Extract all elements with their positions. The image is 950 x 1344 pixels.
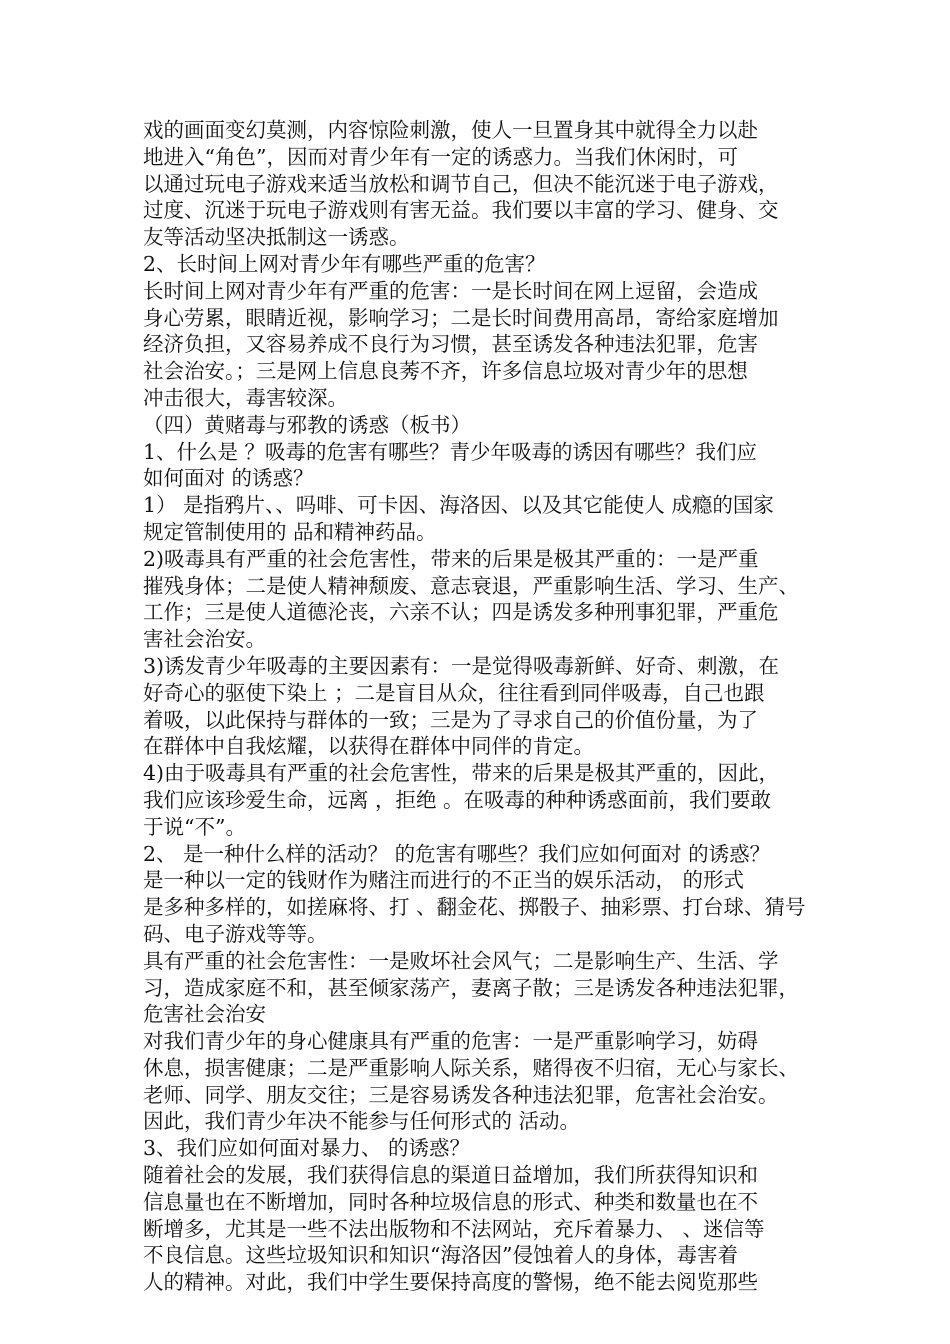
text-line: 着吸，以此保持与群体的一致；三是为了寻求自己的价值份量，为了 bbox=[143, 707, 758, 732]
text-line: 如何面对 的诱惑？ bbox=[143, 466, 314, 491]
text-line: 对我们青少年的身心健康具有严重的危害：一是严重影响学习，妨碍 bbox=[143, 1029, 758, 1054]
text-line: 戏的画面变幻莫测，内容惊险刺激，使人一旦置身其中就得全力以赴 bbox=[143, 118, 758, 142]
text-line: 人的精神。对此，我们中学生要保持高度的警惕，绝不能去阅览那些 bbox=[143, 1270, 758, 1295]
text-line: 摧残身体；二是使人精神颓废、意志衰退，严重影响生活、学习、生产、 bbox=[143, 573, 799, 598]
text-line: 害社会治安。 bbox=[143, 627, 266, 652]
text-line: 因此，我们青少年决不能参与任何形式的 活动。 bbox=[143, 1109, 581, 1134]
question-heading: 2、 是一种什么样的活动？ 的危害有哪些？我们应如何面对 的诱惑？ bbox=[143, 841, 771, 866]
text-line: 友等活动坚决抵制这一诱惑。 bbox=[143, 225, 410, 250]
text-line: 好奇心的驱使下染上 ；二是盲目从众，往往看到同伴吸毒，自己也跟 bbox=[143, 680, 765, 705]
text-line: 2)吸毒具有严重的社会危害性，带来的后果是极其严重的：一是严重 bbox=[143, 546, 759, 571]
question-heading: 3、我们应如何面对暴力、 的诱惑？ bbox=[143, 1136, 471, 1161]
text-line: 身心劳累，眼睛近视，影响学习；二是长时间费用高昂，寄给家庭增加 bbox=[143, 305, 779, 330]
text-line: 我们应该珍爱生命，远离 ，拒绝 。在吸毒的种种诱惑面前，我们要敢 bbox=[143, 787, 772, 812]
text-line: 随着社会的发展，我们获得信息的渠道日益增加，我们所获得知识和 bbox=[143, 1163, 758, 1188]
text-line: 老师、同学、朋友交往；三是容易诱发各种违法犯罪，危害社会治安。 bbox=[143, 1082, 779, 1107]
text-line: 社会治安。；三是网上信息良莠不齐，许多信息垃圾对青少年的思想 bbox=[143, 359, 748, 384]
text-line: 习，造成家庭不和，甚至倾家荡产，妻离子散；三是诱发各种违法犯罪， bbox=[143, 975, 799, 1000]
text-line: 危害社会治安 bbox=[143, 1002, 266, 1027]
text-line: 休息，损害健康；二是严重影响人际关系，赌得夜不归宿，无心与家长、 bbox=[143, 1055, 799, 1080]
text-line: 在群体中自我炫耀，以获得在群体中同伴的肯定。 bbox=[143, 734, 594, 759]
section-heading: （四）黄赌毒与邪教的诱惑（板书） bbox=[143, 412, 471, 437]
text-line: 以通过玩电子游戏来适当放松和调节自己，但决不能沉迷于电子游戏， bbox=[143, 171, 779, 196]
text-line: 冲击很大，毒害较深。 bbox=[143, 385, 348, 410]
text-line: 工作；三是使人道德沦丧，六亲不认；四是诱发多种刑事犯罪，严重危 bbox=[143, 600, 779, 625]
text-line: 4)由于吸毒具有严重的社会危害性，带来的后果是极其严重的，因此， bbox=[143, 761, 780, 786]
text-line: 规定管制使用的 品和精神药品。 bbox=[143, 519, 437, 544]
text-line: 1） 是指鸦片、、吗啡、可卡因、海洛因、以及其它能使人 成瘾的国家 bbox=[143, 493, 774, 518]
text-line: 地进入“角色”，因而对青少年有一定的诱惑力。当我们休闲时，可 bbox=[143, 144, 738, 169]
text-line: 是多种多样的，如搓麻将、打 、翻金花、掷骰子、抽彩票、打台球、猜号 bbox=[143, 895, 806, 920]
text-line: 是一种以一定的钱财作为赌注而进行的不正当的娱乐活动， 的形式 bbox=[143, 868, 745, 893]
text-line: 信息量也在不断增加，同时各种垃圾信息的形式、种类和数量也在不 bbox=[143, 1189, 758, 1214]
text-line: 不良信息。这些垃圾知识和知识“海洛因”侵蚀着人的身体，毒害着 bbox=[143, 1243, 738, 1268]
text-line: 经济负担，又容易养成不良行为习惯，甚至诱发各种违法犯罪，危害 bbox=[143, 332, 758, 357]
question-heading: 1、什么是 ？吸毒的危害有哪些？青少年吸毒的诱因有哪些？我们应 bbox=[143, 439, 758, 464]
text-line: 码、电子游戏等等。 bbox=[143, 921, 328, 946]
body-text bbox=[143, 117, 823, 1296]
text-line: 具有严重的社会危害性：一是败坏社会风气；二是影响生产、生活、学 bbox=[143, 948, 779, 973]
text-line: 3)诱发青少年吸毒的主要因素有：一是觉得吸毒新鲜、好奇、刺激，在 bbox=[143, 653, 780, 678]
text-line: 过度、沉迷于玩电子游戏则有害无益。我们要以丰富的学习、健身、交 bbox=[143, 198, 779, 223]
text-line: 断增多，尤其是一些不法出版物和不法网站，充斥着暴力、 、迷信等 bbox=[143, 1216, 765, 1241]
text-line: 于说“不”。 bbox=[143, 814, 246, 839]
text-line: 长时间上网对青少年有严重的危害：一是长时间在网上逗留，会造成 bbox=[143, 278, 758, 303]
question-heading: 2、长时间上网对青少年有哪些严重的危害？ bbox=[143, 251, 546, 276]
